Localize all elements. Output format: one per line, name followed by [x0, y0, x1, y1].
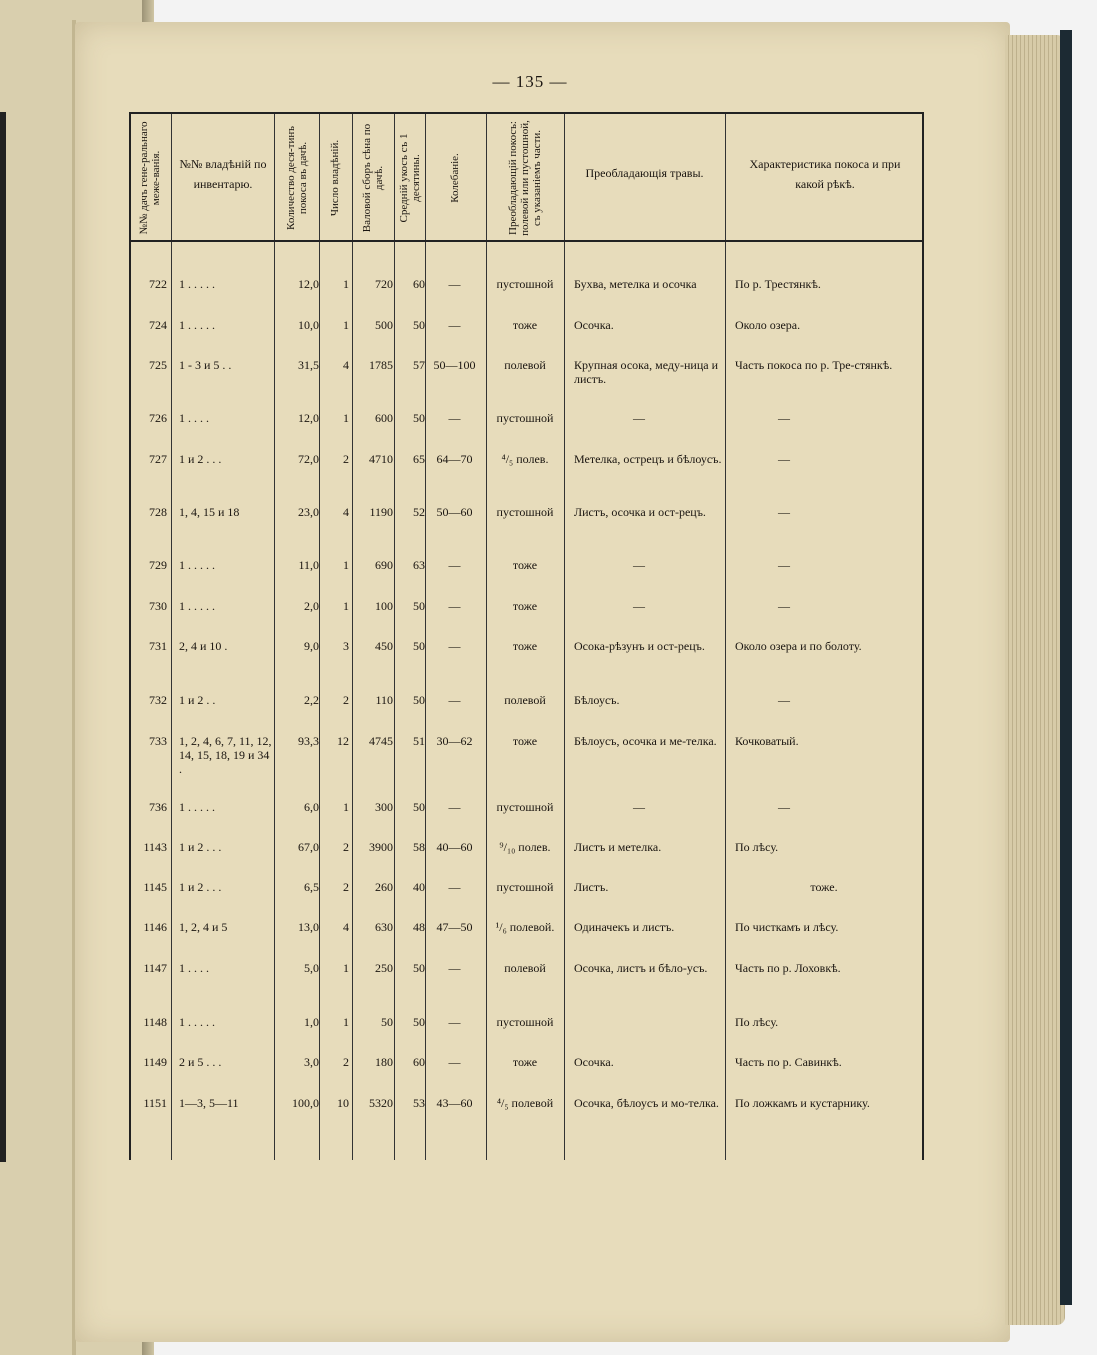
cell-owners: 2, 4 и 10 . [179, 639, 228, 653]
cell-count: 2 [343, 452, 349, 466]
cell-grasses: Листъ и метелка. [574, 840, 662, 854]
table-vline [274, 114, 275, 1160]
cell-grasses: Бѣлоусъ, осочка и ме-телка. [574, 734, 717, 748]
cell-gross: 4745 [369, 734, 393, 748]
cell-gross: 5320 [369, 1096, 393, 1110]
cell-owners: 1 . . . . . [179, 318, 215, 332]
table-vline [922, 114, 924, 1160]
page-edges [1005, 35, 1065, 1325]
cell-grasses: Крупная осока, меду-ница и листъ. [574, 358, 719, 386]
table-vline [129, 114, 131, 1160]
cell-gross: 690 [375, 558, 393, 572]
table-vline [486, 114, 487, 1160]
cell-fluct: 40—60 [436, 840, 473, 854]
table-vline [394, 114, 395, 1160]
cell-owners: 1 и 2 . . . [179, 452, 222, 466]
cell-count: 4 [343, 505, 349, 519]
cell-area: 13,0 [298, 920, 319, 934]
cell-owners: 1 и 2 . . . [179, 840, 222, 854]
cell-area: 93,3 [298, 734, 319, 748]
cell-gross: 500 [375, 318, 393, 332]
cell-gross: 1785 [369, 358, 393, 372]
cell-dacha: 728 [149, 505, 167, 519]
cell-fluct: — [448, 318, 461, 332]
cell-type: пустошной [496, 880, 554, 894]
header-fluctuation: Колебаніе. [449, 153, 461, 203]
cell-grasses: Осочка. [574, 318, 614, 332]
page-number: — 135 — [492, 72, 568, 91]
cell-fluct: 30—62 [436, 734, 473, 748]
cell-grasses: Листъ. [574, 880, 609, 894]
cell-type: пустошной [496, 277, 554, 291]
cell-avg: 65 [413, 452, 425, 466]
cell-type: пустошной [496, 411, 554, 425]
cell-grasses: — [633, 599, 645, 613]
cell-grasses: — [633, 800, 645, 814]
table-vline [352, 114, 353, 1160]
cell-type: пустошной [496, 1015, 554, 1029]
cell-dacha: 730 [149, 599, 167, 613]
cell-gross: 250 [375, 961, 393, 975]
cell-fluct: 64—70 [436, 452, 473, 466]
cell-grasses: Осочка. [574, 1055, 614, 1069]
cell-count: 4 [343, 920, 349, 934]
cell-gross: 3900 [369, 840, 393, 854]
cell-fluct: — [448, 880, 461, 894]
cell-dacha: 1148 [143, 1015, 167, 1029]
cell-count: 1 [343, 1015, 349, 1029]
cell-avg: 50 [413, 639, 425, 653]
cell-character: — [778, 411, 790, 425]
cell-owners: 2 и 5 . . . [179, 1055, 222, 1069]
cell-type: тоже [512, 599, 538, 613]
cell-grasses: Бѣлоусъ. [574, 693, 620, 707]
cell-count: 1 [343, 800, 349, 814]
header-dacha-no: №№ дачъ гене-ральнаго меже-ванія. [138, 121, 162, 235]
cell-type: пустошной [496, 505, 554, 519]
cell-character: По р. Трестянкѣ. [735, 277, 821, 291]
header-owners-count: Число владѣній. [329, 139, 341, 217]
cell-grasses: — [633, 411, 645, 425]
cell-character: Часть покоса по р. Тре-стянкѣ. [735, 358, 893, 372]
cell-owners: 1 . . . . . [179, 1015, 215, 1029]
table-vline [425, 114, 426, 1160]
cell-count: 1 [343, 961, 349, 975]
cell-owners: 1 . . . . [179, 961, 209, 975]
cell-gross: 260 [375, 880, 393, 894]
cell-avg: 50 [413, 693, 425, 707]
cell-character: Часть по р. Савинкѣ. [735, 1055, 842, 1069]
cell-area: 1,0 [304, 1015, 319, 1029]
cell-type: тоже [512, 1055, 538, 1069]
cell-dacha: 1143 [143, 840, 167, 854]
table-header [129, 118, 924, 242]
cell-owners: 1 и 2 . . [179, 693, 216, 707]
book-spine [1060, 30, 1072, 1305]
cell-grasses: Листъ, осочка и ост-рецъ. [574, 505, 706, 519]
header-meadow-type: Преобладающій покосъ: полевой или пустошной, съ указаніемъ части. [507, 120, 543, 236]
cell-character: По ложкамъ и кустарнику. [735, 1096, 870, 1110]
cell-count: 12 [337, 734, 349, 748]
cell-character: По чисткамъ и лѣсу. [735, 920, 839, 934]
cell-count: 2 [343, 1055, 349, 1069]
cell-count: 1 [343, 277, 349, 291]
cell-area: 2,0 [304, 599, 319, 613]
cell-gross: 4710 [369, 452, 393, 466]
cell-avg: 50 [413, 411, 425, 425]
cell-avg: 53 [413, 1096, 425, 1110]
cell-fluct: 50—60 [436, 505, 473, 519]
cell-gross: 110 [375, 693, 393, 707]
cell-area: 9,0 [304, 639, 319, 653]
cell-gross: 630 [375, 920, 393, 934]
cell-count: 1 [343, 599, 349, 613]
cell-count: 2 [343, 840, 349, 854]
cell-count: 10 [337, 1096, 349, 1110]
cell-gross: 100 [375, 599, 393, 613]
cell-type: ¹/₆ полевой. [495, 920, 555, 934]
cell-character: — [778, 800, 790, 814]
cell-fluct: — [448, 599, 461, 613]
cell-area: 10,0 [298, 318, 319, 332]
cell-avg: 60 [413, 1055, 425, 1069]
cell-owners: 1—3, 5—11 [179, 1096, 239, 1110]
cell-character: Часть по р. Лоховкѣ. [735, 961, 841, 975]
cell-area: 12,0 [298, 277, 319, 291]
cell-gross: 600 [375, 411, 393, 425]
cell-area: 100,0 [292, 1096, 319, 1110]
cell-dacha: 724 [149, 318, 167, 332]
cell-type: тоже [512, 639, 538, 653]
cell-avg: 40 [413, 880, 425, 894]
cell-area: 6,0 [304, 800, 319, 814]
cell-character: Около озера. [735, 318, 801, 332]
cell-character: — [778, 452, 790, 466]
cell-dacha: 1151 [143, 1096, 167, 1110]
cell-area: 11,0 [298, 558, 319, 572]
cell-dacha: 725 [149, 358, 167, 372]
header-avg-yield: Средній укосъ съ 1 десятины. [398, 133, 422, 223]
cell-grasses: Бухва, метелка и осочка [574, 277, 697, 291]
cell-grasses: Осока-рѣзунъ и ост-рецъ. [574, 639, 705, 653]
cell-type: полевой [504, 961, 546, 975]
cell-owners: 1 и 2 . . . [179, 880, 222, 894]
cell-dacha: 1149 [143, 1055, 167, 1069]
cell-owners: 1, 4, 15 и 18 [179, 505, 240, 519]
cell-count: 1 [343, 318, 349, 332]
cell-type: полевой [504, 693, 546, 707]
data-table [129, 112, 924, 1160]
header-character: Характеристика покоса и при какой рѣкѣ. [749, 157, 901, 191]
cell-area: 12,0 [298, 411, 319, 425]
header-owners-no: №№ владѣній по инвентарю. [179, 157, 267, 191]
cell-avg: 50 [413, 318, 425, 332]
cell-owners: 1, 2, 4 и 5 [179, 920, 228, 934]
cell-fluct: — [448, 411, 461, 425]
cell-type: тоже [512, 734, 538, 748]
cell-gross: 50 [381, 1015, 393, 1029]
cell-dacha: 1145 [143, 880, 167, 894]
cell-type: полевой [504, 358, 546, 372]
cell-grasses: Осочка, бѣлоусъ и мо-телка. [574, 1096, 719, 1110]
cell-dacha: 727 [149, 452, 167, 466]
cell-owners: 1 . . . . . [179, 599, 215, 613]
cell-avg: 52 [413, 505, 425, 519]
cell-avg: 50 [413, 599, 425, 613]
cell-type: пустошной [496, 800, 554, 814]
cell-character: — [778, 693, 790, 707]
cell-character: — [778, 558, 790, 572]
cell-owners: 1 . . . . . [179, 558, 215, 572]
cell-avg: 60 [413, 277, 425, 291]
cell-fluct: — [448, 277, 461, 291]
cell-count: 2 [343, 880, 349, 894]
cell-grasses: Одиначекъ и листъ. [574, 920, 675, 934]
cell-type: тоже [512, 318, 538, 332]
cell-count: 1 [343, 411, 349, 425]
table-vline [725, 114, 726, 1160]
header-area: Количество деся-тинъ покоса въ дачѣ. [285, 126, 309, 230]
cell-avg: 50 [413, 800, 425, 814]
cell-dacha: 722 [149, 277, 167, 291]
cell-owners: 1, 2, 4, 6, 7, 11, 12, 14, 15, 18, 19 и 34 . [179, 734, 272, 776]
cell-fluct: — [448, 558, 461, 572]
cell-count: 3 [343, 639, 349, 653]
cell-count: 2 [343, 693, 349, 707]
cell-avg: 51 [413, 734, 425, 748]
cell-avg: 58 [413, 840, 425, 854]
cell-count: 4 [343, 358, 349, 372]
cell-dacha: 736 [149, 800, 167, 814]
cell-type: ⁹/₁₀ полев. [499, 840, 551, 854]
cell-type: ⁴/₅ полев. [501, 452, 549, 466]
cell-gross: 1190 [369, 505, 393, 519]
cell-gross: 720 [375, 277, 393, 291]
cell-area: 23,0 [298, 505, 319, 519]
cell-grasses: Метелка, острецъ и бѣлоусъ. [574, 452, 722, 466]
cell-area: 31,5 [298, 358, 319, 372]
cell-owners: 1 . . . . . [179, 277, 215, 291]
cell-grasses: — [633, 558, 645, 572]
cell-fluct: — [448, 693, 461, 707]
cell-avg: 63 [413, 558, 425, 572]
cell-dacha: 1147 [143, 961, 167, 975]
cell-avg: 48 [413, 920, 425, 934]
header-grasses: Преобладающія травы. [585, 166, 704, 180]
cell-avg: 50 [413, 961, 425, 975]
cell-area: 5,0 [304, 961, 319, 975]
cell-fluct: — [448, 1015, 461, 1029]
cell-gross: 180 [375, 1055, 393, 1069]
cell-character: тоже. [810, 880, 838, 894]
header-gross-yield: Валовой сборъ сѣна по дачѣ. [361, 123, 385, 233]
cell-gross: 300 [375, 800, 393, 814]
cell-fluct: 43—60 [436, 1096, 473, 1110]
table-vline [171, 114, 172, 1160]
cell-fluct: — [448, 961, 461, 975]
cell-type: тоже [512, 558, 538, 572]
cell-character: — [778, 599, 790, 613]
cell-dacha: 726 [149, 411, 167, 425]
cell-fluct: — [448, 800, 461, 814]
table-vline [564, 114, 565, 1160]
cell-fluct: 47—50 [436, 920, 473, 934]
cell-character: По лѣсу. [735, 1015, 779, 1029]
cell-avg: 57 [413, 358, 425, 372]
cell-owners: 1 . . . . [179, 411, 209, 425]
cell-area: 3,0 [304, 1055, 319, 1069]
table-vline [319, 114, 320, 1160]
cell-dacha: 729 [149, 558, 167, 572]
cell-dacha: 731 [149, 639, 167, 653]
cell-owners: 1 - 3 и 5 . . [179, 358, 232, 372]
cell-dacha: 732 [149, 693, 167, 707]
cell-area: 67,0 [298, 840, 319, 854]
cell-gross: 450 [375, 639, 393, 653]
cell-fluct: — [448, 1055, 461, 1069]
cell-area: 6,5 [304, 880, 319, 894]
cell-owners: 1 . . . . . [179, 800, 215, 814]
cell-area: 2,2 [304, 693, 319, 707]
cell-dacha: 1146 [143, 920, 167, 934]
cell-character: Кочковатый. [735, 734, 799, 748]
cell-fluct: 50—100 [433, 358, 476, 372]
cell-character: Около озера и по болоту. [735, 639, 862, 653]
cell-avg: 50 [413, 1015, 425, 1029]
cell-character: — [778, 505, 790, 519]
cell-character: По лѣсу. [735, 840, 779, 854]
cell-grasses: Осочка, листъ и бѣло-усъ. [574, 961, 708, 975]
cell-count: 1 [343, 558, 349, 572]
left-page-table-rule [0, 112, 6, 1162]
cell-area: 72,0 [298, 452, 319, 466]
cell-dacha: 733 [149, 734, 167, 748]
cell-fluct: — [448, 639, 461, 653]
cell-type: ⁴/₅ полевой [496, 1096, 554, 1110]
